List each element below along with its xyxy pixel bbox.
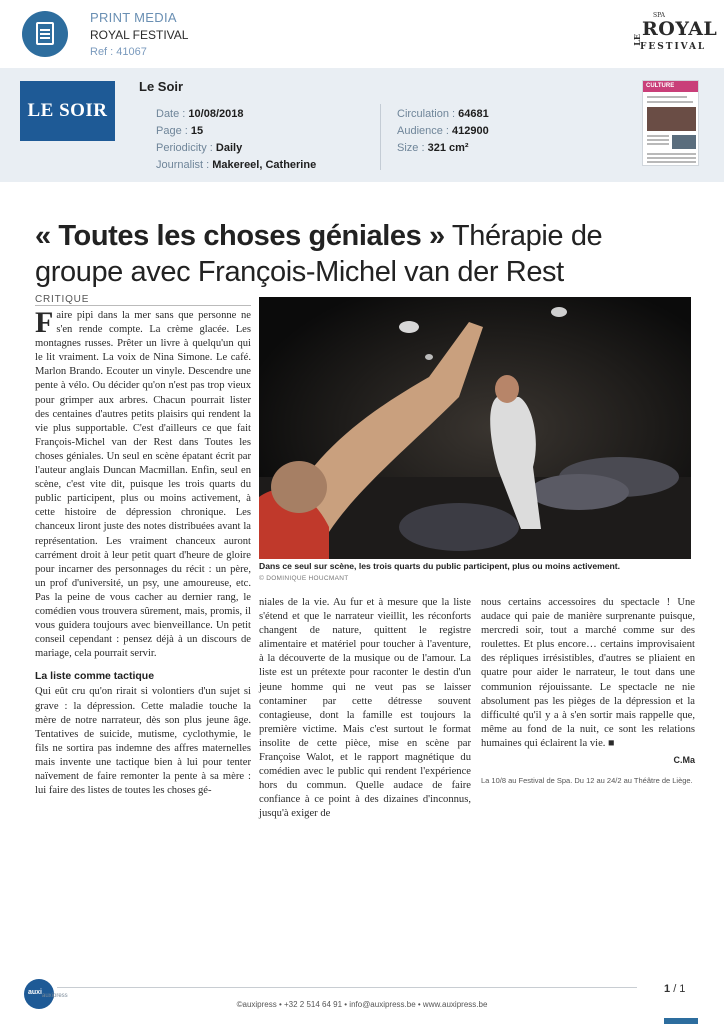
stage-photo-illustration: [259, 297, 691, 559]
client-name: ROYAL FESTIVAL: [90, 28, 189, 42]
paragraph-4: nous certains accessoires du spectacle ! Une audace qui paie de manière surprenante puisque, mercredi soir, tout a marché comme sur des roulettes. Et plus encore… certains improvisaient des répliques irrésistibles, d'autres se pliaient en quatre pour aider le narrateur, le tout dans une communion réjouissante. Le spectacle ne nie absolument pas les pièges de la dépression et la difficulté qu'il y a à s'en sortir mais rappelle que, même au fond de la nuit, ce sont les relations humaines qui éclairent la vie. ■: [481, 597, 695, 749]
auxipress-logo: auxi: [24, 979, 54, 1009]
paragraph-1: Faire pipi dans la mer sans que personne ne s'en rende compte. La crème glacée. Les montagnes russes. Prêter un livre à quelqu'un qui le lit vraiment. La voix de Nina Simone. Le café. Marlon Brando. Ecouter un vinyle. Descendre une pente à vélo. Ou décider qu'on n'est pas trop vieux pour grimper aux arbres. Chacun pourrait lister des centaines d'autres petits plaisirs qui rendent la vie plus supportable. C'est d'ailleurs ce que fait François-Michel van der Rest dans Toutes les choses géniales. Un seul en scène épatant écrit par l'auteur anglais Duncan Macmillan. Enfin, seul en scène, c'est vite dit, puisque les trois quarts du public participent, plus ou moins activement, à cette histoire de dépression chronique. Les chanceux liront juste des notes distribuées avant la représentation. Les vraiment chanceux auront carrément droit à leur petit quart d'heure de gloire pour incarner des personnages du récit : un père, un prof d'université, un psy, une amoureuse, etc. Pas la peine de vous cacher au dernier rang, le comédien vous trouvera sûrement, mais, promis, il vous guidera toujours avec bienveillance. Un petit conseil cependant : pensez déjà à un discours de mariage, cela pourrait servir.: [35, 306, 251, 660]
drop-cap: F: [35, 306, 54, 339]
headline-title: « Toutes les choses géniales »: [35, 220, 445, 252]
reference-number: Ref : 41067: [90, 46, 147, 58]
paragraph-2: Qui eût cru qu'on rirait si volontiers d'un sujet si grave : la dépression. Cette maladie touche la mère de notre narrateur, dès son plus jeune âge. Tentatives de suicide, mutisme, cyclothymie, le fils ne sortira pas indemne des affres maternelles mais invente une tactique bien à lui pour tenter naïvement de faire remonter la pente à sa mère : lui faire des listes de toutes les choses gé-: [35, 686, 251, 797]
headline-subtitle: Thérapie de groupe avec François-Michel van der Rest: [35, 220, 603, 288]
meta-journalist: Journalist : Makereel, Catherine: [156, 159, 317, 171]
meta-date: Date : 10/08/2018: [156, 108, 244, 120]
auxipress-logo-text: auxipress: [42, 993, 68, 999]
performance-info: La 10/8 au Festival de Spa. Du 12 au 24/2 au Théâtre de Liège.: [481, 776, 693, 785]
publication-logo: LE SOIR: [20, 81, 115, 141]
meta-circulation: Circulation : 64681: [397, 108, 489, 120]
meta-separator: [380, 104, 381, 170]
page-counter: 1 / 1: [664, 983, 686, 995]
publication-name: Le Soir: [139, 79, 184, 94]
footer-divider: [57, 987, 637, 988]
article-column-1: [35, 306, 251, 798]
article-column-3: [481, 596, 695, 767]
paragraph-3: niales de la vie. Au fur et à mesure que la liste s'étend et que le narrateur vieillit, les réconforts changent de nature, quittent le registre alimentaire et matériel pour toucher à l'aventure, à la découverte de la musique ou de l'amour. La liste est un prétexte pour raconter le destin d'un jeune homme qui ne veut pas se laisser contaminer par cette détresse souvent contagieuse, dont la famille est toujours la première victime. Mais c'est surtout le format insolite de cette pièce, mise en scène par Françoise Walot, et le rapport magnétique du comédien avec le public qui rendent l'expérience hors du commun. Quelle audace de faire confiance à ce point à des dizaines d'inconnus, jusqu'à exiger de: [259, 597, 471, 820]
document-icon: [22, 11, 68, 57]
photo-credit: © DOMINIQUE HOUCMANT: [259, 575, 349, 582]
print-media-header: [0, 0, 724, 68]
footer-accent-bar: [664, 1018, 698, 1024]
article-column-2: [259, 596, 471, 822]
publication-info-band: [0, 68, 724, 182]
page-thumbnail[interactable]: CULTURE: [642, 80, 699, 166]
royal-festival-logo: SPA LE ROYAL FESTIVAL: [632, 12, 718, 52]
media-type-label: PRINT MEDIA: [90, 10, 177, 25]
article-headline: [35, 218, 695, 290]
article-subhead: La liste comme tactique: [35, 670, 155, 683]
article-kicker: CRITIQUE: [35, 294, 251, 306]
footer-contact: ©auxipress • +32 2 514 64 91 • info@auxipress.be • www.auxipress.be: [236, 1000, 488, 1009]
author-signature: C.Ma: [673, 755, 695, 766]
meta-page: Page : 15: [156, 125, 204, 137]
article-photo: [259, 297, 691, 559]
photo-caption: Dans ce seul sur scène, les trois quarts du public participent, plus ou moins activement.: [259, 561, 621, 571]
meta-size: Size : 321 cm²: [397, 142, 469, 154]
meta-periodicity: Periodicity : Daily: [156, 142, 243, 154]
meta-audience: Audience : 412900: [397, 125, 489, 137]
